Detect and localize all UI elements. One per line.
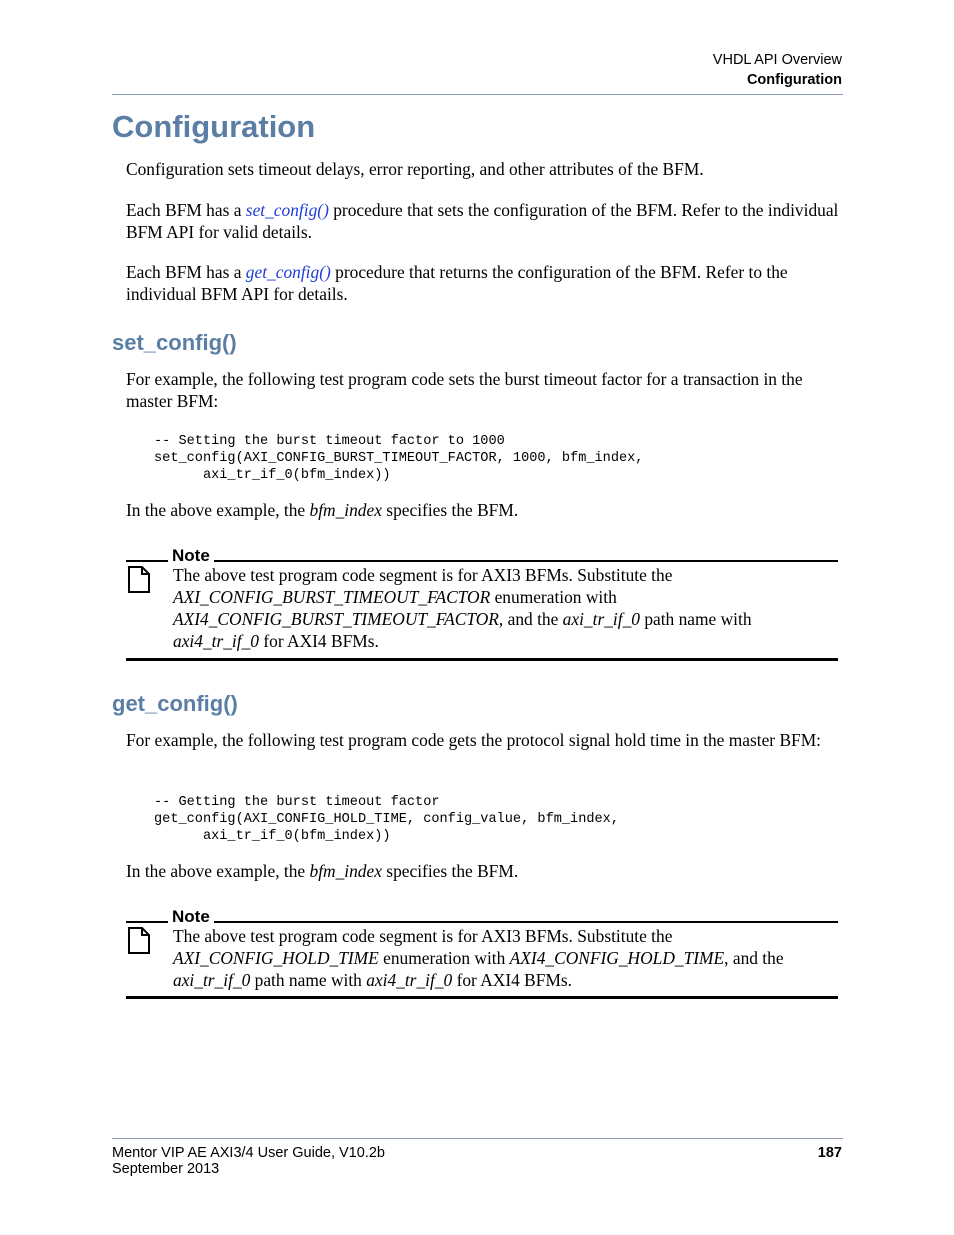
note-bottom-rule [126,996,838,999]
set-config-explanation [126,499,841,521]
note-box-set-config [126,545,838,662]
footer-guide-title: Mentor VIP AE AXI3/4 User Guide, V10.2b [112,1145,385,1161]
note-label: Note [168,907,214,927]
note-text-4: path name with [250,970,367,990]
note-text [173,564,838,652]
intro-paragraph-3 [126,261,841,305]
note-term-4: axi4_tr_if_0 [173,631,259,651]
note-text-5: for AXI4 BFMs. [452,970,573,990]
note-term-3: axi_tr_if_0 [562,609,640,629]
get-config-heading: get_config() [112,691,238,716]
get-config-lead-text: For example, the following test program code gets the protocol signal hold time in the master BFM: [126,730,822,750]
header-divider [112,94,843,95]
get-config-link[interactable]: get_config() [245,262,331,282]
get-config-explanation-term: bfm_index [309,861,382,881]
note-term-3: axi_tr_if_0 [173,970,251,990]
footer-divider [112,1138,843,1139]
note-text-2: enumeration with [378,948,510,968]
intro-p2-suffix: procedure that sets the configuration of the BFM. Refer to the individual BFM API for valid details. [126,200,839,242]
note-term-1: AXI_CONFIG_BURST_TIMEOUT_FACTOR [173,587,491,607]
page-number: 187 [817,1145,842,1161]
get-config-lead [126,729,841,751]
note-box-get-config [126,906,838,1002]
running-header-section: VHDL API Overview [712,52,842,68]
get-config-explanation-suffix: specifies the BFM. [381,861,519,881]
set-config-code-block: -- Setting the burst timeout factor to 1000 set_config(AXI_CONFIG_BURST_TIMEOUT_FACTOR, 1000, bfm_index, axi_tr_if_0(bfm_index)) [154,434,644,483]
note-page-icon [128,566,150,593]
note-page-icon [128,927,150,954]
intro-p1-text: Configuration sets timeout delays, error reporting, and other attributes of the BFM. [126,159,704,179]
intro-paragraph-2 [126,199,841,243]
get-config-explanation [126,860,841,882]
note-text-5: for AXI4 BFMs. [259,631,379,651]
set-config-explanation-suffix: specifies the BFM. [381,500,519,520]
set-config-link[interactable]: set_config() [245,200,329,220]
note-text-1: The above test program code segment is for AXI3 BFMs. Substitute the [173,565,673,585]
set-config-lead-text: For example, the following test program code sets the burst timeout factor for a transaction in the master BFM: [126,369,803,411]
note-label: Note [168,546,214,566]
note-term-2: AXI4_CONFIG_HOLD_TIME [509,948,725,968]
get-config-code-block: -- Getting the burst timeout factor get_config(AXI_CONFIG_HOLD_TIME, config_value, bfm_index, axi_tr_if_0(bfm_index)) [154,795,619,844]
note-term-2: AXI4_CONFIG_BURST_TIMEOUT_FACTOR [173,609,499,629]
intro-p2-prefix: Each BFM has a [126,200,246,220]
intro-p3-suffix: procedure that returns the configuration of the BFM. Refer to the individual BFM API for details. [126,262,788,304]
set-config-heading: set_config() [112,330,237,355]
note-text-4: path name with [639,609,752,629]
intro-p3-prefix: Each BFM has a [126,262,246,282]
set-config-explanation-prefix: In the above example, the [126,500,310,520]
note-term-4: axi4_tr_if_0 [366,970,453,990]
note-bottom-rule [126,658,838,661]
note-top-rule [126,560,838,562]
set-config-explanation-term: bfm_index [309,500,382,520]
note-text [173,925,838,991]
page-title: Configuration [112,109,316,144]
running-header-topic: Configuration [746,72,842,88]
get-config-explanation-prefix: In the above example, the [126,861,310,881]
note-text-3: , and the [498,609,563,629]
note-text-3: , and the [724,948,784,968]
footer-date: September 2013 [112,1161,220,1177]
note-top-rule [126,921,838,923]
note-term-1: AXI_CONFIG_HOLD_TIME [173,948,379,968]
note-text-2: enumeration with [490,587,617,607]
set-config-lead [126,368,841,412]
note-text-1: The above test program code segment is for AXI3 BFMs. Substitute the [173,926,673,946]
intro-paragraph-1 [126,158,841,180]
